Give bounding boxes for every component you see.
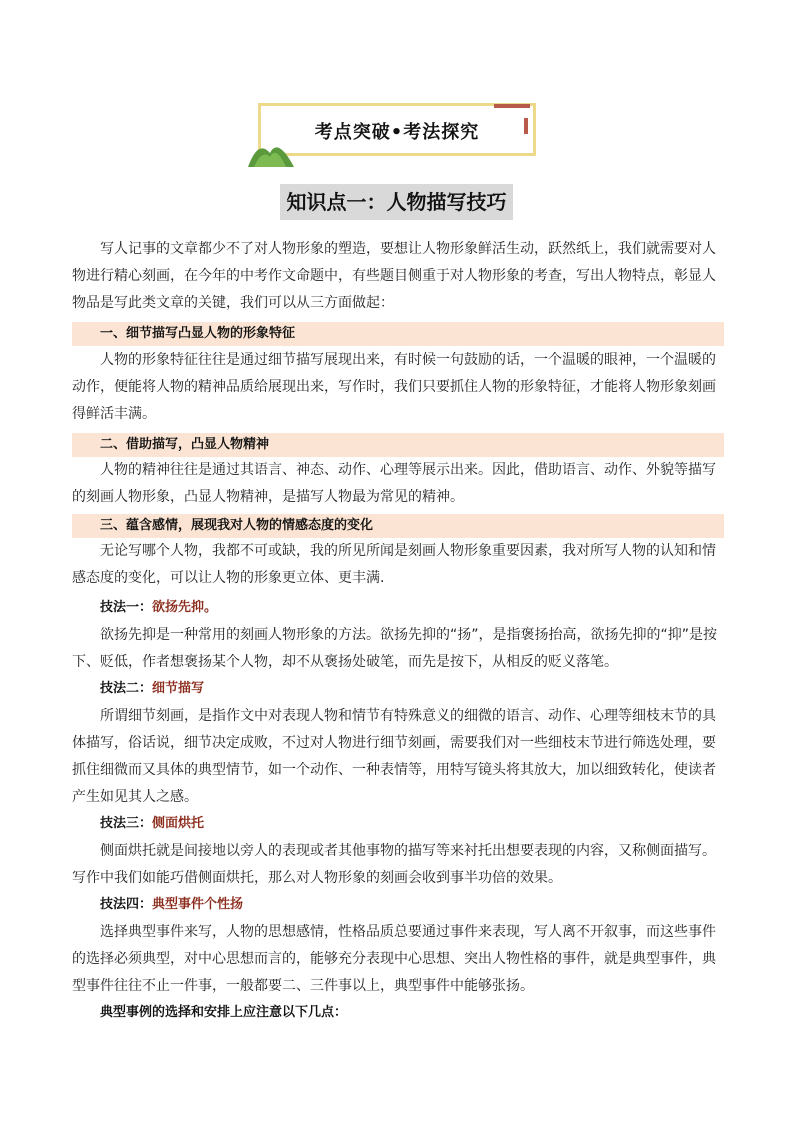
technique-label-4: 技法四：: [100, 897, 153, 912]
technique-name-1: 欲扬先抑。: [152, 600, 218, 615]
section-banner: [258, 103, 536, 156]
technique-heading-1: [100, 597, 217, 619]
knowledge-point-title: 知识点一：人物描写技巧: [280, 184, 513, 220]
technique-label-1: 技法一：: [100, 600, 153, 615]
section-heading-2: 二、借助描写，凸显人物精神: [72, 433, 724, 457]
section-body-1: 人物的形象特征往往是通过细节描写展现出来，有时候一句鼓励的话，一个温暖的眼神，一个温暖的动作，便能将人物的精神品质给展现出来，写作时，我们只要抓住人物的形象特征，才能将人物形象刻画得鲜活丰满。: [72, 352, 716, 422]
banner-accent-bar: [524, 118, 528, 134]
technique-body-3: 侧面烘托就是间接地以旁人的表现或者其他事物的描写等来衬托出想要表现的内容，又称侧面描写。写作中我们如能巧借侧面烘托，那么对人物形象的刻画会收到事半功倍的效果。: [72, 843, 716, 886]
technique-body-2: 所谓细节刻画，是指作文中对表现人物和情节有特殊意义的细微的语言、动作、心理等细枝末节的具体描写，俗话说，细节决定成败，不过对人物进行细节刻画，需要我们对一些细枝末节进行筛选处理，要抓住细微而又具体的典型情节，如一个动作、一种表情等，用特写镜头将其放大，加以细致转化，使读者产生如见其人之感。: [72, 708, 716, 805]
technique-heading-2: [100, 678, 204, 700]
technique-label-2: 技法二：: [100, 681, 153, 696]
section-heading-3: 三、蕴含感情，展现我对人物的情感态度的变化: [72, 514, 724, 538]
technique-heading-4: [100, 894, 243, 916]
banner-accent-line: [494, 104, 530, 108]
banner-title: 考点突破•考法探究: [314, 122, 480, 143]
technique-body-4: 选择典型事件来写，人物的思想感情，性格品质总要通过事件来表现，写人离不开叙事，而这些事件的选择必须典型，对中心思想而言的，能够充分表现中心思想、突出人物性格的事件，就是典型事件，典型事件往往不止一件事，一般都要二、三件事以上，典型事件中能够张扬。: [72, 924, 716, 994]
closing-heading: 典型事例的选择和安排上应注意以下几点：: [100, 1005, 348, 1020]
intro-paragraph: 写人记事的文章都少不了对人物形象的塑造，要想让人物形象鲜活生动，跃然纸上，我们就需要对人物进行精心刻画，在今年的中考作文命题中，有些题目侧重于对人物形象的考查，写出人物特点，彰显人物品是写此类文章的关键，我们可以从三方面做起：: [72, 241, 716, 311]
section-body-2: 人物的精神往往是通过其语言、神态、动作、心理等展示出来。因此，借助语言、动作、外貌等描写的刻画人物形象，凸显人物精神，是描写人物最为常见的精神。: [72, 462, 716, 505]
technique-name-3: 侧面烘托: [152, 816, 205, 831]
technique-name-4: 典型事件个性扬: [152, 897, 244, 912]
section-heading-1: 一、细节描写凸显人物的形象特征: [72, 322, 724, 346]
hill-icon: [248, 137, 298, 167]
technique-label-3: 技法三：: [100, 816, 153, 831]
technique-heading-3: [100, 813, 204, 835]
technique-name-2: 细节描写: [152, 681, 205, 696]
technique-body-1: 欲扬先抑是一种常用的刻画人物形象的方法。欲扬先抑的“扬”，是指褒扬抬高，欲扬先抑的“抑”是按下、贬低，作者想褒扬某个人物，却不从褒扬处破笔，而先是按下，从相反的贬义落笔。: [72, 627, 718, 670]
section-body-3: 无论写哪个人物，我都不可或缺，我的所见所闻是刻画人物形象重要因素，我对所写人物的认知和情感态度的变化，可以让人物的形象更立体、更丰满.: [72, 543, 716, 586]
